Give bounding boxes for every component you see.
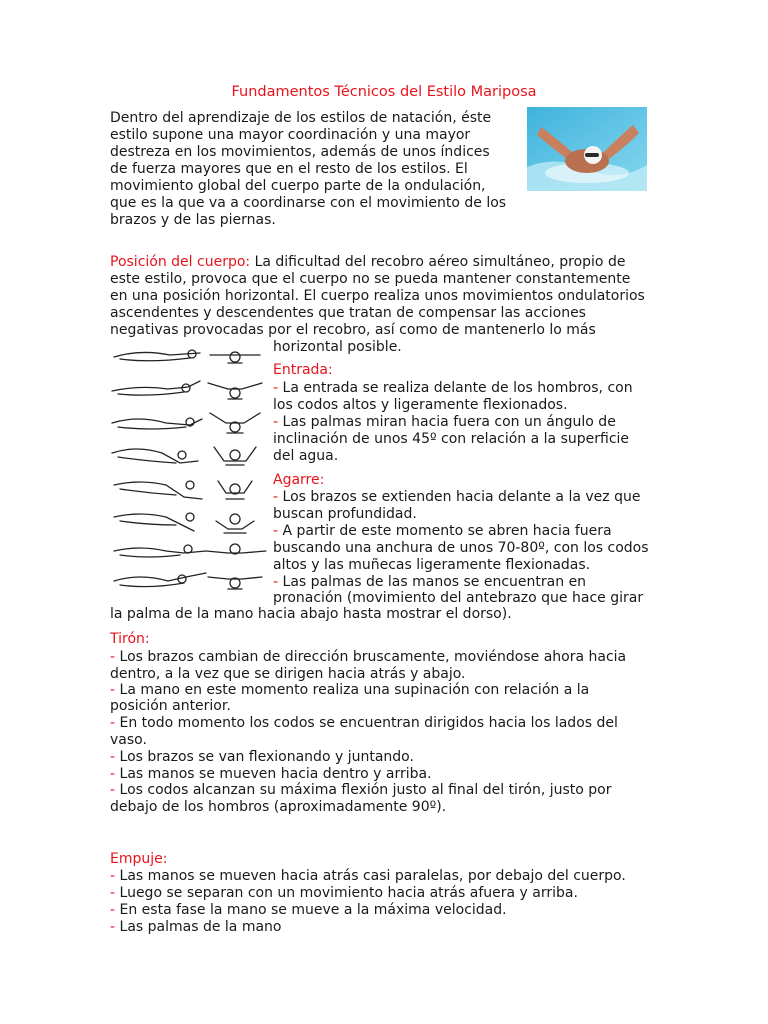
entrada-heading: Entrada: (273, 362, 333, 378)
butterfly-stroke-sequence-illustration (110, 345, 270, 600)
tiron-line: - Las manos se mueven hacia dentro y arriba. (110, 766, 432, 782)
tiron-line: - Los brazos cambian de dirección bruscamente, moviéndose ahora hacia (110, 649, 627, 665)
posicion-line: negativas provocadas por el recobro, así como de mantenerlo lo más (110, 322, 596, 338)
agarre-line: - Los brazos se extienden hacia delante a la vez que (273, 489, 641, 505)
agarre-line: buscando una anchura de unos 70-80º, con los codos (273, 540, 649, 556)
posicion-line: este estilo, provoca que el cuerpo no se pueda mantener constantemente (110, 271, 631, 287)
empuje-heading: Empuje: (110, 851, 168, 867)
entrada-line: inclinación de unos 45º con relación a la superficie (273, 431, 630, 447)
tiron-line: dentro, a la vez que se dirigen hacia atrás y abajo. (110, 666, 466, 682)
tiron-heading: Tirón: (110, 631, 150, 647)
empuje-line: - Luego se separan con un movimiento hacia atrás afuera y arriba. (110, 885, 578, 901)
posicion-heading: Posición del cuerpo: (110, 254, 251, 270)
entrada-line: - La entrada se realiza delante de los hombros, con (273, 380, 633, 396)
intro-line: estilo supone una mayor coordinación y una mayor (110, 127, 471, 143)
empuje-line: - Las manos se mueven hacia atrás casi paralelas, por debajo del cuerpo. (110, 868, 626, 884)
posicion-first-line (110, 254, 625, 271)
agarre-line: altos y las muñecas ligeramente flexionadas. (273, 557, 591, 573)
tiron-line: vaso. (110, 732, 147, 748)
agarre-heading: Agarre: (273, 472, 325, 488)
intro-line: Dentro del aprendizaje de los estilos de natación, éste (110, 110, 492, 126)
tiron-line: - Los codos alcanzan su máxima flexión justo al final del tirón, justo por (110, 782, 612, 798)
agarre-line: - Las palmas de las manos se encuentran en (273, 574, 587, 590)
document-title: Fundamentos Técnicos del Estilo Mariposa (231, 84, 537, 100)
intro-line: que es la que va a coordinarse con el movimiento de los (110, 195, 507, 211)
empuje-line: - Las palmas de la mano (110, 919, 282, 935)
empuje-line: - En esta fase la mano se mueve a la máxima velocidad. (110, 902, 507, 918)
intro-line: brazos y de las piernas. (110, 212, 276, 228)
entrada-line: del agua. (273, 448, 339, 464)
agarre-line: - A partir de este momento se abren hacia fuera (273, 523, 612, 539)
tiron-line: - La mano en este momento realiza una supinación con relación a la (110, 682, 590, 698)
tiron-line: - Los brazos se van flexionando y juntando. (110, 749, 414, 765)
entrada-line: los codos altos y ligeramente flexionados. (273, 397, 568, 413)
agarre-line: la palma de la mano hacia abajo hasta mostrar el dorso). (110, 606, 512, 622)
entrada-line: - Las palmas miran hacia fuera con un ángulo de (273, 414, 616, 430)
tiron-line: debajo de los hombros (aproximadamente 90º). (110, 799, 447, 815)
posicion-line: ascendentes y descendentes que tratan de compensar las acciones (110, 305, 586, 321)
tiron-line: - En todo momento los codos se encuentran dirigidos hacia los lados del (110, 715, 618, 731)
butterfly-swimmer-photo (527, 107, 647, 191)
intro-line: de fuerza mayores que en el resto de los estilos. El (110, 161, 468, 177)
agarre-line: pronación (movimiento del antebrazo que hace girar (273, 590, 644, 606)
posicion-line: horizontal posible. (273, 339, 402, 355)
intro-line: movimiento global del cuerpo parte de la ondulación, (110, 178, 486, 194)
posicion-line: en una posición horizontal. El cuerpo realiza unos movimientos ondulatorios (110, 288, 645, 304)
posicion-text: La dificultad del recobro aéreo simultáneo, propio de (250, 254, 626, 270)
tiron-line: posición anterior. (110, 698, 231, 714)
agarre-line: buscan profundidad. (273, 506, 417, 522)
intro-line: destreza en los movimientos, además de unos índices (110, 144, 490, 160)
